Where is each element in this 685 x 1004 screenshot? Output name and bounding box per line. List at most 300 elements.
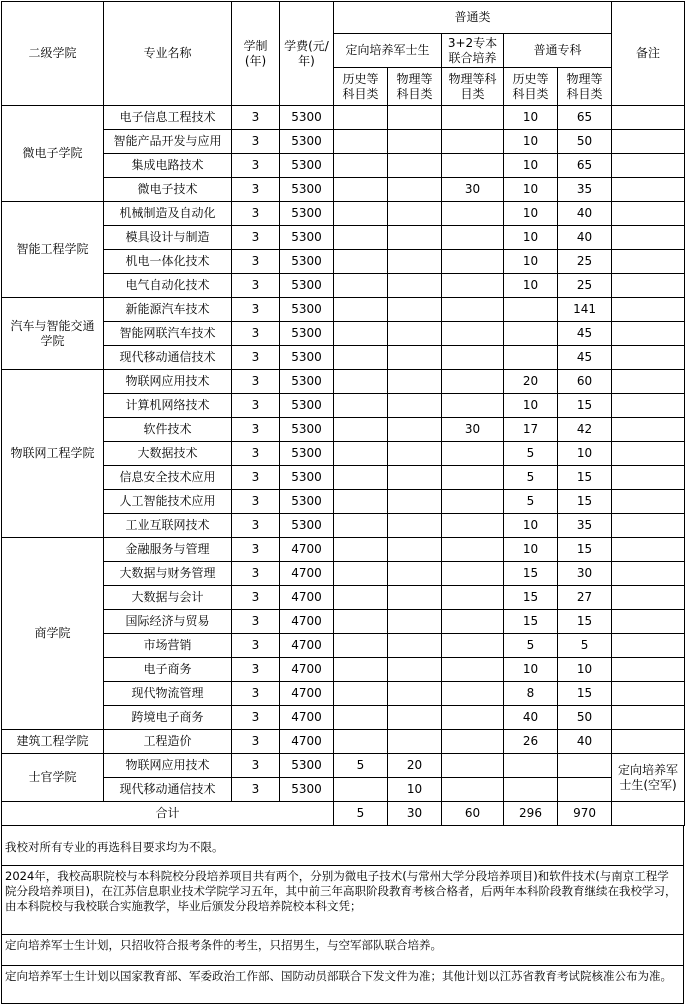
header-joint: 3+2专本联合培养	[442, 34, 504, 68]
regular-history-cell: 26	[504, 730, 558, 754]
remark-cell: 定向培养军士生(空军)	[612, 754, 685, 802]
remark-cell	[612, 106, 685, 130]
joint-cell	[442, 106, 504, 130]
regular-history-cell: 10	[504, 538, 558, 562]
major-cell: 现代物流管理	[104, 682, 232, 706]
targeted-physics-cell	[388, 730, 442, 754]
regular-history-cell: 5	[504, 490, 558, 514]
remark-cell	[612, 274, 685, 298]
remark-cell	[612, 418, 685, 442]
tuition-cell: 5300	[280, 370, 334, 394]
header-joint-physics: 物理等科目类	[442, 68, 504, 106]
targeted-history-cell	[334, 370, 388, 394]
tuition-cell: 4700	[280, 682, 334, 706]
targeted-physics-cell	[388, 322, 442, 346]
table-row	[2, 394, 685, 418]
regular-physics-cell: 35	[558, 514, 612, 538]
regular-physics-cell: 50	[558, 130, 612, 154]
remark-cell	[612, 490, 685, 514]
targeted-physics-cell	[388, 682, 442, 706]
duration-cell: 3	[232, 562, 280, 586]
regular-history-cell: 5	[504, 466, 558, 490]
header-remark: 备注	[612, 2, 685, 106]
duration-cell: 3	[232, 130, 280, 154]
major-cell: 电子信息工程技术	[104, 106, 232, 130]
duration-cell: 3	[232, 682, 280, 706]
tuition-cell: 5300	[280, 778, 334, 802]
joint-cell	[442, 370, 504, 394]
regular-physics-cell: 15	[558, 490, 612, 514]
table-row	[2, 178, 685, 202]
targeted-history-cell	[334, 538, 388, 562]
note-item: 定向培养军士生计划以国家教育部、军委政治工作部、国防动员部联合下发文件为准；其他计划以江苏省教育考试院核准公布为准。	[1, 966, 684, 1004]
joint-cell	[442, 586, 504, 610]
regular-history-cell: 10	[504, 658, 558, 682]
regular-physics-cell: 30	[558, 562, 612, 586]
regular-physics-cell: 42	[558, 418, 612, 442]
joint-cell	[442, 538, 504, 562]
header-college: 二级学院	[2, 2, 104, 106]
targeted-history-cell	[334, 418, 388, 442]
major-cell: 人工智能技术应用	[104, 490, 232, 514]
major-cell: 跨境电子商务	[104, 706, 232, 730]
targeted-history-cell	[334, 682, 388, 706]
targeted-history-cell	[334, 274, 388, 298]
header-tuition: 学费(元/年)	[280, 2, 334, 106]
targeted-physics-cell	[388, 130, 442, 154]
total-row	[2, 802, 685, 826]
targeted-history-cell	[334, 490, 388, 514]
total-t-hist-cell: 5	[334, 802, 388, 826]
college-cell: 物联网工程学院	[2, 370, 104, 538]
targeted-history-cell	[334, 202, 388, 226]
targeted-physics-cell	[388, 250, 442, 274]
total-r-phys-cell: 970	[558, 802, 612, 826]
regular-physics-cell: 45	[558, 346, 612, 370]
table-row	[2, 442, 685, 466]
tuition-cell: 5300	[280, 250, 334, 274]
remark-cell	[612, 298, 685, 322]
joint-cell	[442, 130, 504, 154]
table-row	[2, 298, 685, 322]
duration-cell: 3	[232, 250, 280, 274]
targeted-physics-cell	[388, 538, 442, 562]
table-row	[2, 346, 685, 370]
duration-cell: 3	[232, 442, 280, 466]
duration-cell: 3	[232, 634, 280, 658]
tuition-cell: 5300	[280, 202, 334, 226]
tuition-cell: 4700	[280, 586, 334, 610]
duration-cell: 3	[232, 538, 280, 562]
remark-cell	[612, 586, 685, 610]
regular-physics-cell: 15	[558, 394, 612, 418]
table-row	[2, 514, 685, 538]
tuition-cell: 5300	[280, 346, 334, 370]
remark-cell	[612, 658, 685, 682]
regular-physics-cell: 45	[558, 322, 612, 346]
total-label: 合计	[2, 802, 334, 826]
joint-cell	[442, 346, 504, 370]
regular-physics-cell: 35	[558, 178, 612, 202]
major-cell: 电气自动化技术	[104, 274, 232, 298]
joint-cell	[442, 394, 504, 418]
regular-physics-cell: 65	[558, 106, 612, 130]
tuition-cell: 4700	[280, 634, 334, 658]
major-cell: 智能产品开发与应用	[104, 130, 232, 154]
targeted-physics-cell	[388, 178, 442, 202]
major-cell: 新能源汽车技术	[104, 298, 232, 322]
joint-cell	[442, 490, 504, 514]
major-cell: 大数据与会计	[104, 586, 232, 610]
targeted-history-cell	[334, 346, 388, 370]
regular-history-cell: 5	[504, 442, 558, 466]
remark-cell	[612, 706, 685, 730]
remark-cell	[612, 370, 685, 394]
tuition-cell: 5300	[280, 154, 334, 178]
regular-physics-cell: 65	[558, 154, 612, 178]
duration-cell: 3	[232, 610, 280, 634]
targeted-physics-cell	[388, 106, 442, 130]
targeted-physics-cell	[388, 418, 442, 442]
major-cell: 市场营销	[104, 634, 232, 658]
targeted-history-cell	[334, 298, 388, 322]
major-cell: 信息安全技术应用	[104, 466, 232, 490]
tuition-cell: 5300	[280, 226, 334, 250]
regular-physics-cell	[558, 754, 612, 778]
major-cell: 大数据与财务管理	[104, 562, 232, 586]
tuition-cell: 5300	[280, 466, 334, 490]
regular-history-cell: 10	[504, 202, 558, 226]
table-row	[2, 754, 685, 778]
notes-section	[1, 826, 684, 1004]
joint-cell	[442, 154, 504, 178]
joint-cell	[442, 778, 504, 802]
tuition-cell: 4700	[280, 610, 334, 634]
regular-physics-cell: 25	[558, 250, 612, 274]
regular-physics-cell: 25	[558, 274, 612, 298]
regular-history-cell: 10	[504, 130, 558, 154]
targeted-history-cell	[334, 226, 388, 250]
regular-physics-cell	[558, 778, 612, 802]
duration-cell: 3	[232, 202, 280, 226]
header-targeted: 定向培养军士生	[334, 34, 442, 68]
joint-cell	[442, 202, 504, 226]
major-cell: 国际经济与贸易	[104, 610, 232, 634]
table-row	[2, 274, 685, 298]
joint-cell	[442, 610, 504, 634]
regular-history-cell: 10	[504, 250, 558, 274]
major-cell: 微电子技术	[104, 178, 232, 202]
targeted-history-cell	[334, 514, 388, 538]
table-row	[2, 586, 685, 610]
note-item: 定向培养军士生计划，只招收符合报考条件的考生，只招男生，与空军部队联合培养。	[1, 935, 684, 966]
duration-cell: 3	[232, 586, 280, 610]
enrollment-table	[1, 1, 685, 826]
duration-cell: 3	[232, 706, 280, 730]
duration-cell: 3	[232, 730, 280, 754]
duration-cell: 3	[232, 154, 280, 178]
header-duration: 学制(年)	[232, 2, 280, 106]
targeted-physics-cell	[388, 442, 442, 466]
college-cell: 商学院	[2, 538, 104, 730]
targeted-physics-cell	[388, 658, 442, 682]
major-cell: 模具设计与制造	[104, 226, 232, 250]
major-cell: 物联网应用技术	[104, 754, 232, 778]
major-cell: 智能网联汽车技术	[104, 322, 232, 346]
targeted-history-cell	[334, 106, 388, 130]
total-t-phys-cell: 30	[388, 802, 442, 826]
regular-history-cell: 20	[504, 370, 558, 394]
targeted-history-cell	[334, 658, 388, 682]
major-cell: 物联网应用技术	[104, 370, 232, 394]
tuition-cell: 5300	[280, 418, 334, 442]
targeted-physics-cell	[388, 466, 442, 490]
remark-cell	[612, 682, 685, 706]
targeted-history-cell	[334, 562, 388, 586]
joint-cell	[442, 298, 504, 322]
remark-cell	[612, 562, 685, 586]
regular-history-cell: 10	[504, 154, 558, 178]
regular-history-cell: 17	[504, 418, 558, 442]
major-cell: 现代移动通信技术	[104, 346, 232, 370]
remark-cell	[612, 202, 685, 226]
targeted-physics-cell	[388, 202, 442, 226]
duration-cell: 3	[232, 226, 280, 250]
header-general: 普通类	[334, 2, 612, 34]
targeted-history-cell	[334, 466, 388, 490]
targeted-history-cell	[334, 250, 388, 274]
regular-history-cell: 8	[504, 682, 558, 706]
total-r-hist-cell: 296	[504, 802, 558, 826]
targeted-physics-cell	[388, 298, 442, 322]
joint-cell	[442, 250, 504, 274]
duration-cell: 3	[232, 394, 280, 418]
regular-history-cell: 15	[504, 562, 558, 586]
targeted-history-cell	[334, 706, 388, 730]
duration-cell: 3	[232, 274, 280, 298]
targeted-history-cell	[334, 322, 388, 346]
remark-cell	[612, 730, 685, 754]
regular-history-cell: 15	[504, 586, 558, 610]
duration-cell: 3	[232, 346, 280, 370]
major-cell: 工业互联网技术	[104, 514, 232, 538]
targeted-physics-cell	[388, 634, 442, 658]
tuition-cell: 5300	[280, 274, 334, 298]
duration-cell: 3	[232, 490, 280, 514]
header-regular-history: 历史等科目类	[504, 68, 558, 106]
remark-cell	[612, 514, 685, 538]
table-row	[2, 538, 685, 562]
tuition-cell: 5300	[280, 322, 334, 346]
remark-cell	[612, 538, 685, 562]
table-row	[2, 730, 685, 754]
major-cell: 软件技术	[104, 418, 232, 442]
targeted-physics-cell	[388, 586, 442, 610]
duration-cell: 3	[232, 178, 280, 202]
targeted-history-cell	[334, 586, 388, 610]
tuition-cell: 5300	[280, 442, 334, 466]
targeted-history-cell	[334, 442, 388, 466]
tuition-cell: 4700	[280, 538, 334, 562]
tuition-cell: 4700	[280, 706, 334, 730]
regular-physics-cell: 15	[558, 538, 612, 562]
joint-cell	[442, 442, 504, 466]
table-row	[2, 226, 685, 250]
regular-history-cell: 10	[504, 274, 558, 298]
regular-history-cell	[504, 346, 558, 370]
major-cell: 机电一体化技术	[104, 250, 232, 274]
regular-physics-cell: 141	[558, 298, 612, 322]
regular-physics-cell: 15	[558, 610, 612, 634]
table-row	[2, 154, 685, 178]
duration-cell: 3	[232, 370, 280, 394]
targeted-history-cell	[334, 610, 388, 634]
targeted-physics-cell: 10	[388, 778, 442, 802]
targeted-history-cell	[334, 730, 388, 754]
table-row	[2, 778, 685, 802]
joint-cell	[442, 274, 504, 298]
targeted-history-cell	[334, 178, 388, 202]
tuition-cell: 4700	[280, 562, 334, 586]
table-row	[2, 610, 685, 634]
duration-cell: 3	[232, 658, 280, 682]
header-regular: 普通专科	[504, 34, 612, 68]
joint-cell	[442, 226, 504, 250]
remark-cell	[612, 322, 685, 346]
joint-cell: 30	[442, 418, 504, 442]
targeted-history-cell	[334, 394, 388, 418]
major-cell: 金融服务与管理	[104, 538, 232, 562]
college-cell: 士官学院	[2, 754, 104, 802]
regular-physics-cell: 15	[558, 682, 612, 706]
table-row	[2, 106, 685, 130]
major-cell: 计算机网络技术	[104, 394, 232, 418]
regular-history-cell: 10	[504, 178, 558, 202]
targeted-physics-cell	[388, 610, 442, 634]
duration-cell: 3	[232, 106, 280, 130]
duration-cell: 3	[232, 754, 280, 778]
table-row	[2, 490, 685, 514]
major-cell: 集成电路技术	[104, 154, 232, 178]
tuition-cell: 5300	[280, 394, 334, 418]
note-item: 我校对所有专业的再选科目要求均为不限。	[1, 826, 684, 866]
regular-history-cell: 10	[504, 106, 558, 130]
targeted-physics-cell	[388, 226, 442, 250]
remark-cell	[612, 226, 685, 250]
targeted-physics-cell	[388, 394, 442, 418]
duration-cell: 3	[232, 514, 280, 538]
targeted-history-cell	[334, 130, 388, 154]
tuition-cell: 5300	[280, 106, 334, 130]
major-cell: 工程造价	[104, 730, 232, 754]
targeted-physics-cell	[388, 490, 442, 514]
regular-physics-cell: 60	[558, 370, 612, 394]
targeted-physics-cell	[388, 346, 442, 370]
tuition-cell: 5300	[280, 514, 334, 538]
regular-physics-cell: 50	[558, 706, 612, 730]
tuition-cell: 5300	[280, 298, 334, 322]
joint-cell	[442, 730, 504, 754]
table-row	[2, 706, 685, 730]
joint-cell	[442, 322, 504, 346]
joint-cell	[442, 682, 504, 706]
joint-cell	[442, 634, 504, 658]
targeted-physics-cell: 20	[388, 754, 442, 778]
header-targeted-history: 历史等科目类	[334, 68, 388, 106]
duration-cell: 3	[232, 298, 280, 322]
regular-history-cell	[504, 298, 558, 322]
table-row	[2, 370, 685, 394]
college-cell: 建筑工程学院	[2, 730, 104, 754]
regular-physics-cell: 5	[558, 634, 612, 658]
remark-cell	[612, 178, 685, 202]
regular-history-cell: 10	[504, 394, 558, 418]
remark-cell	[612, 130, 685, 154]
targeted-history-cell	[334, 778, 388, 802]
note-item: 2024年，我校高职院校与本科院校分段培养项目共有两个，分别为微电子技术(与常州大学分段培养项目)和软件技术(与南京工程学院分段培养项目)，在江苏信息职业技术学院学习五年，其中前三年高职阶段教育考核合格者，后两年本科阶段教育继续在我校学习，由本科院校与我校联合实施教学，毕业后颁发分段培养院校本科文凭；	[1, 866, 684, 935]
major-cell: 现代移动通信技术	[104, 778, 232, 802]
table-row	[2, 202, 685, 226]
tuition-cell: 4700	[280, 658, 334, 682]
header-targeted-physics: 物理等科目类	[388, 68, 442, 106]
duration-cell: 3	[232, 322, 280, 346]
regular-history-cell: 10	[504, 226, 558, 250]
remark-cell	[612, 634, 685, 658]
table-row	[2, 634, 685, 658]
total-joint-cell: 60	[442, 802, 504, 826]
tuition-cell: 4700	[280, 730, 334, 754]
targeted-physics-cell	[388, 370, 442, 394]
table-row	[2, 466, 685, 490]
duration-cell: 3	[232, 466, 280, 490]
regular-physics-cell: 10	[558, 442, 612, 466]
major-cell: 大数据技术	[104, 442, 232, 466]
joint-cell	[442, 562, 504, 586]
targeted-physics-cell	[388, 514, 442, 538]
joint-cell	[442, 658, 504, 682]
regular-physics-cell: 27	[558, 586, 612, 610]
remark-cell	[612, 394, 685, 418]
table-row	[2, 562, 685, 586]
table-row	[2, 130, 685, 154]
remark-cell	[612, 250, 685, 274]
college-cell: 微电子学院	[2, 106, 104, 202]
targeted-history-cell	[334, 154, 388, 178]
targeted-history-cell: 5	[334, 754, 388, 778]
joint-cell	[442, 754, 504, 778]
table-row	[2, 682, 685, 706]
targeted-physics-cell	[388, 154, 442, 178]
college-cell: 汽车与智能交通学院	[2, 298, 104, 370]
tuition-cell: 5300	[280, 754, 334, 778]
regular-history-cell	[504, 754, 558, 778]
regular-history-cell: 10	[504, 514, 558, 538]
total-remark-cell	[612, 802, 685, 826]
regular-history-cell: 40	[504, 706, 558, 730]
duration-cell: 3	[232, 778, 280, 802]
joint-cell	[442, 466, 504, 490]
joint-cell	[442, 706, 504, 730]
joint-cell	[442, 514, 504, 538]
remark-cell	[612, 154, 685, 178]
targeted-physics-cell	[388, 274, 442, 298]
targeted-history-cell	[334, 634, 388, 658]
targeted-physics-cell	[388, 562, 442, 586]
remark-cell	[612, 466, 685, 490]
table-row	[2, 322, 685, 346]
regular-physics-cell: 10	[558, 658, 612, 682]
table-row	[2, 250, 685, 274]
